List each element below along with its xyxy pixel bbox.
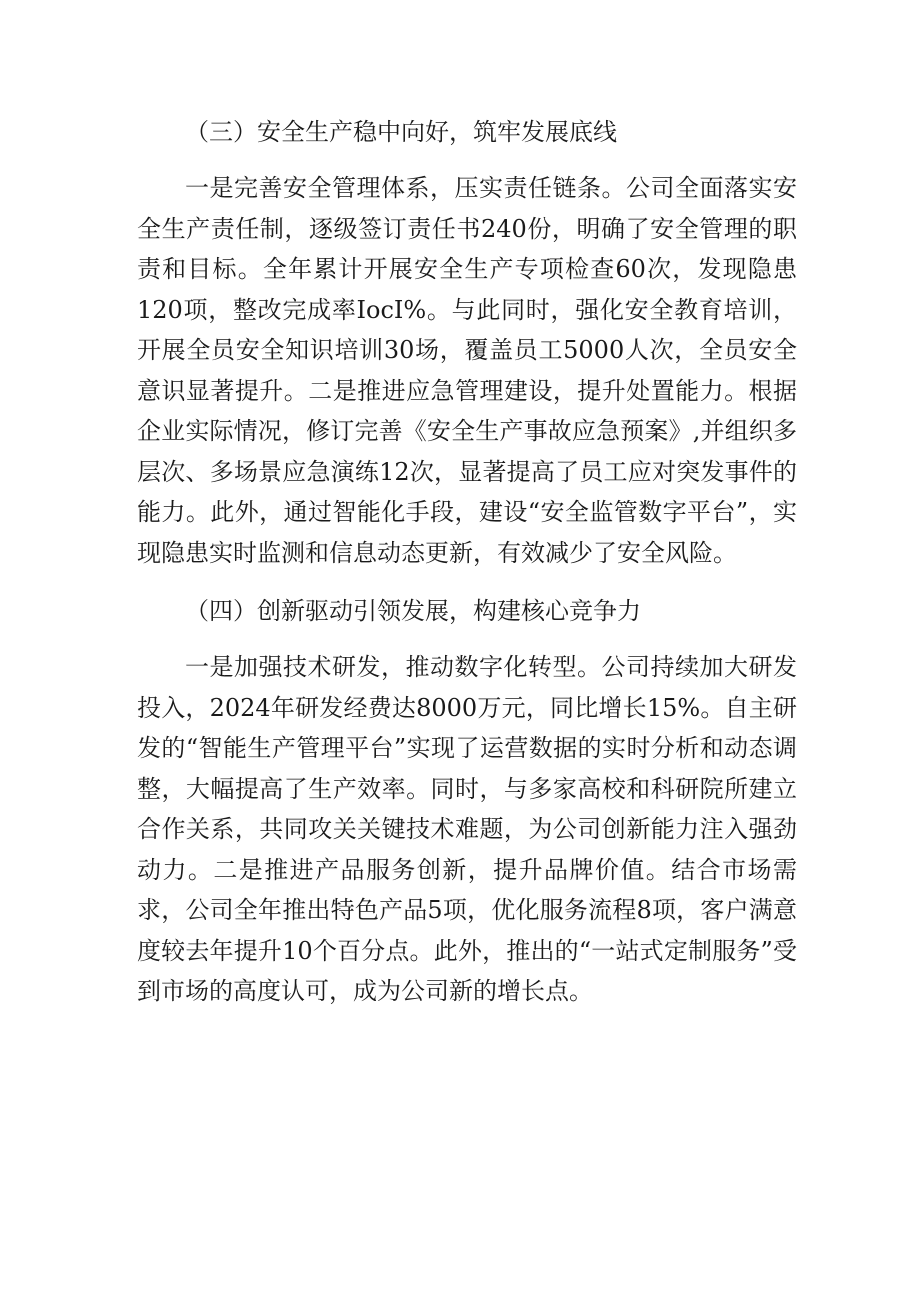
section-heading-safety: （三）安全生产稳中向好，筑牢发展底线 (185, 118, 617, 146)
section-heading-innovation: （四）创新驱动引领发展，构建核心竞争力 (185, 597, 641, 625)
section-paragraph-innovation: 一是加强技术研发，推动数字化转型。公司持续加大研发投入，2024年研发经费达8000万元，同比增长15%。自主研发的“智能生产管理平台”实现了运营数据的实时分析和动态调整，大幅提高了生产效率。同时，与多家高校和科研院所建立合作关系，共同攻关关键技术难题，为公司创新能力注入强劲动力。二是推进产品服务创新，提升品牌价值。结合市场需求，公司全年推出特色产品5项，优化服务流程8项，客户满意度较去年提升10个百分点。此外，推出的“一站式定制服务”受到市场的高度认可，成为公司新的增长点。 (137, 653, 797, 1005)
section-paragraph-safety: 一是完善安全管理体系，压实责任链条。公司全面落实安全生产责任制，逐级签订责任书240份，明确了安全管理的职责和目标。全年累计开展安全生产专项检查60次，发现隐患120项，整改完成率IocI%。与此同时，强化安全教育培训，开展全员安全知识培训30场，覆盖员工5000人次，全员安全意识显著提升。二是推进应急管理建设，提升处置能力。根据企业实际情况，修订完善《安全生产事故应急预案》,并组织多层次、多场景应急演练12次，显著提高了员工应对突发事件的能力。此外，通过智能化手段，建设“安全监管数字平台”，实现隐患实时监测和信息动态更新，有效减少了安全风险。 (137, 174, 797, 567)
document-body (137, 112, 797, 1012)
